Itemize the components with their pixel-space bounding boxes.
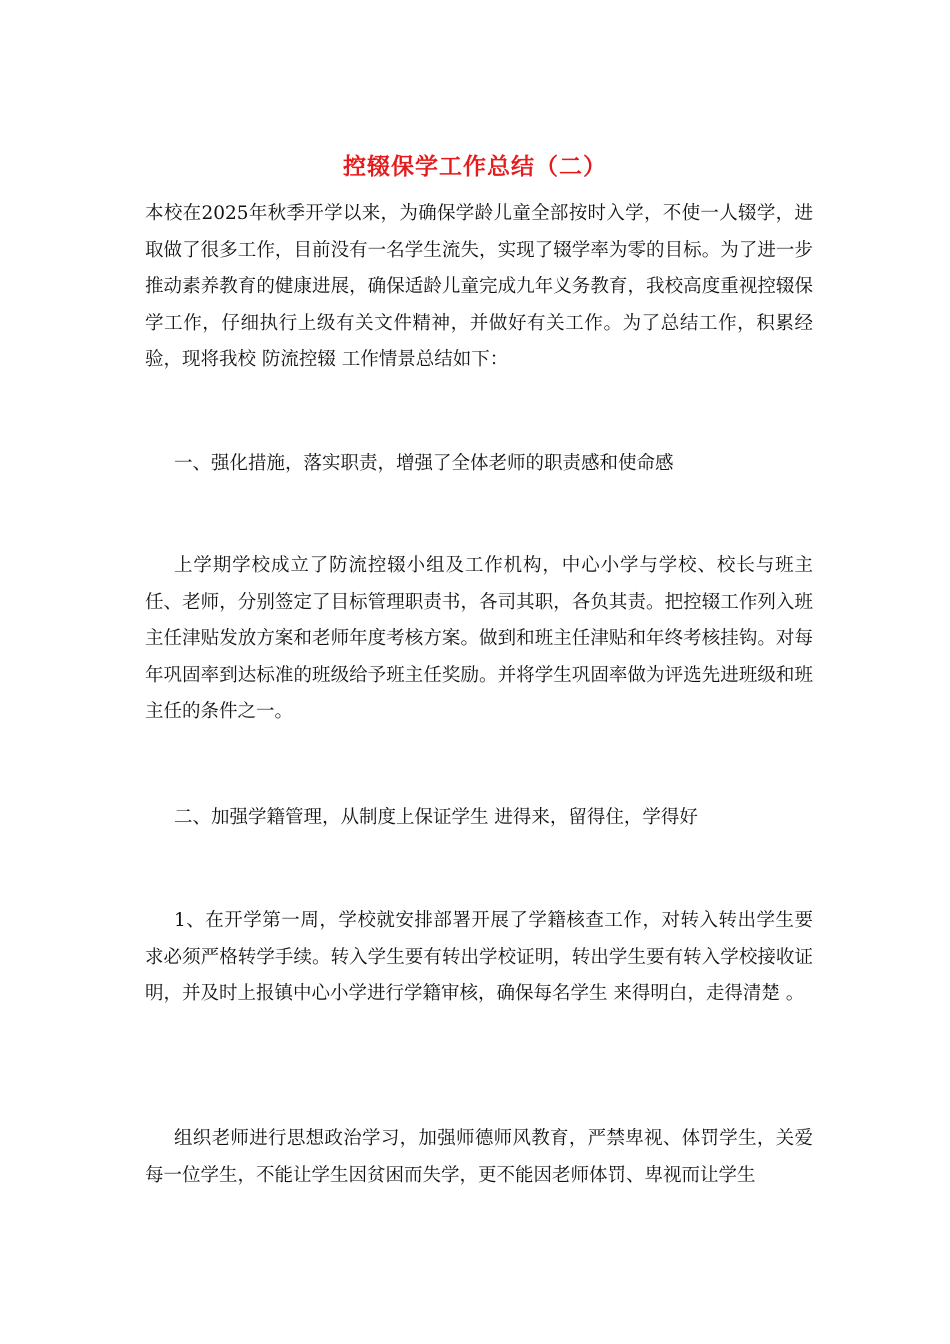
- document-title: 控辍保学工作总结（二）: [343, 153, 607, 180]
- section2-paragraph2: 组织老师进行思想政治学习，加强师德师风教育，严禁卑视、体罚学生，关爱每一位学生，不能让学生因贫困而失学，更不能因老师体罚、卑视而让学生: [145, 1128, 813, 1186]
- section2-heading: 二、加强学籍管理，从制度上保证学生 进得来，留得住，学得好: [174, 807, 698, 828]
- section1-paragraph: 上学期学校成立了防流控辍小组及工作机构，中心小学与学校、校长与班主任、老师，分别签定了目标管理职责书，各司其职，各负其责。把控辍工作列入班主任津贴发放方案和老师年度考核方案。做到和班主任津贴和年终考核挂钩。对每年巩固率到达标准的班级给予班主任奖励。并将学生巩固率做为评选先进班级和班主任的条件之一。: [145, 555, 813, 723]
- intro-paragraph: 本校在2025年秋季开学以来，为确保学龄儿童全部按时入学，不使一人辍学，进取做了很多工作，目前没有一名学生流失，实现了辍学率为零的目标。为了进一步推动素养教育的健康进展，确保适龄儿童完成九年义务教育，我校高度重视控辍保学工作，仔细执行上级有关文件精神，并做好有关工作。为了总结工作，积累经验，现将我校 防流控辍 工作情景总结如下：: [145, 203, 813, 371]
- section1-heading: 一、强化措施，落实职责，增强了全体老师的职责感和使命感: [174, 453, 674, 474]
- section2-item1-paragraph: 1、在开学第一周，学校就安排部署开展了学籍核查工作，对转入转出学生要求必须严格转学手续。转入学生要有转出学校证明，转出学生要有转入学校接收证明，并及时上报镇中心小学进行学籍审核，确保每名学生 来得明白，走得清楚 。: [145, 910, 813, 1005]
